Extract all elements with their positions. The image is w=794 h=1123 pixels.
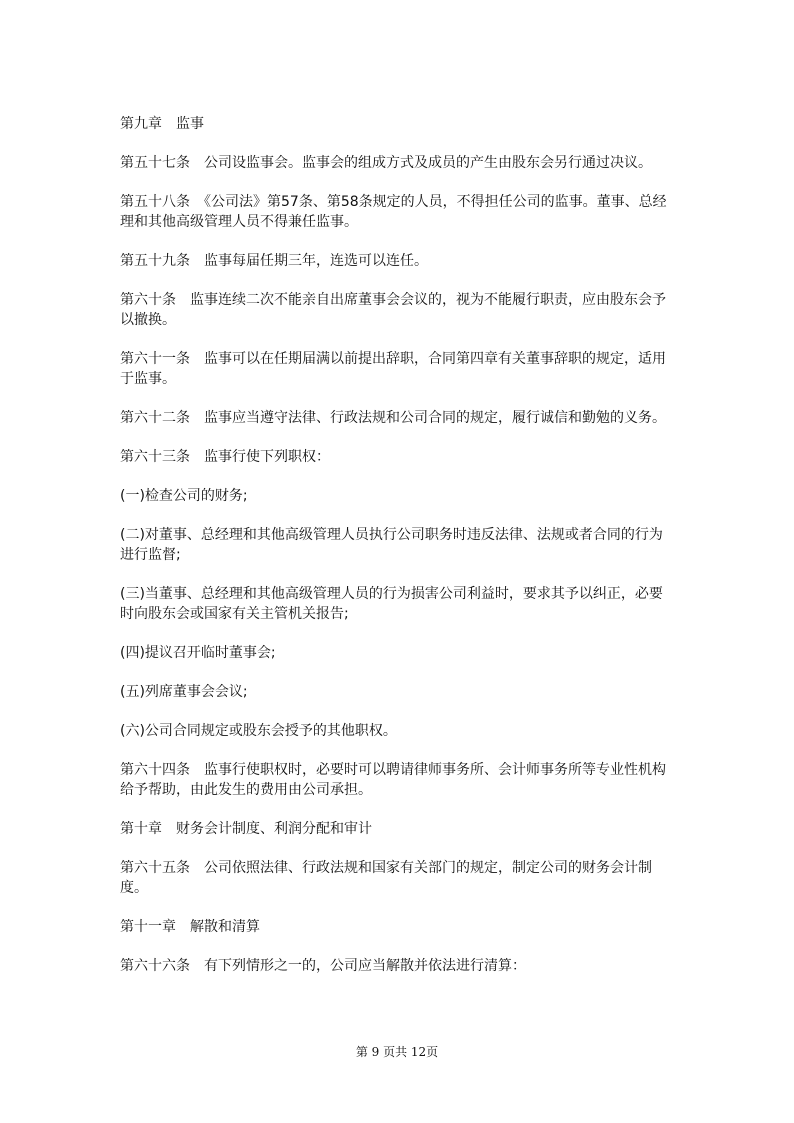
article-62: 第六十二条 监事应当遵守法律、行政法规和公司合同的规定，履行诚信和勤勉的义务。 (120, 410, 666, 426)
article-63-item-6: (六)公司合同规定或股东会授予的其他职权。 (120, 723, 397, 739)
article-59: 第五十九条 监事每届任期三年，连选可以连任。 (120, 253, 428, 269)
article-60: 第六十条 监事连续二次不能亲自出席董事会会议的，视为不能履行职责，应由股东会予以撤换。 (120, 292, 666, 328)
article-66: 第六十六条 有下列情形之一的，公司应当解散并依法进行清算： (120, 958, 526, 974)
article-64: 第六十四条 监事行使职权时，必要时可以聘请律师事务所、会计师事务所等专业性机构给予帮助，由此发生的费用由公司承担。 (120, 762, 666, 798)
article-58: 第五十八条 《公司法》第57条、第58条规定的人员，不得担任公司的监事。董事、总经理和其他高级管理人员不得兼任监事。 (120, 194, 667, 230)
article-57: 第五十七条 公司设监事会。监事会的组成方式及成员的产生由股东会另行通过决议。 (120, 155, 652, 171)
chapter-heading-11: 第十一章 解散和清算 (120, 919, 260, 935)
article-65: 第六十五条 公司依照法律、行政法规和国家有关部门的规定，制定公司的财务会计制度。 (120, 860, 652, 896)
chapter-heading-9: 第九章 监事 (120, 116, 204, 132)
article-61: 第六十一条 监事可以在任期届满以前提出辞职，合同第四章有关董事辞职的规定，适用于监事。 (120, 351, 666, 387)
article-63-item-3: (三)当董事、总经理和其他高级管理人员的行为损害公司利益时，要求其予以纠正，必要时向股东会或国家有关主管机关报告; (120, 586, 663, 622)
document-body (120, 114, 676, 995)
chapter-heading-10: 第十章 财务会计制度、利润分配和审计 (120, 821, 372, 837)
article-63-item-2: (二)对董事、总经理和其他高级管理人员执行公司职务时违反法律、法规或者合同的行为进行监督; (120, 527, 663, 563)
article-63-item-4: (四)提议召开临时董事会; (120, 645, 276, 661)
article-63-item-1: (一)检查公司的财务; (120, 488, 248, 504)
article-63-item-5: (五)列席董事会会议; (120, 684, 248, 700)
page-number-footer: 第 9 页共 12页 (355, 1045, 439, 1059)
article-63: 第六十三条 监事行使下列职权： (120, 449, 330, 465)
